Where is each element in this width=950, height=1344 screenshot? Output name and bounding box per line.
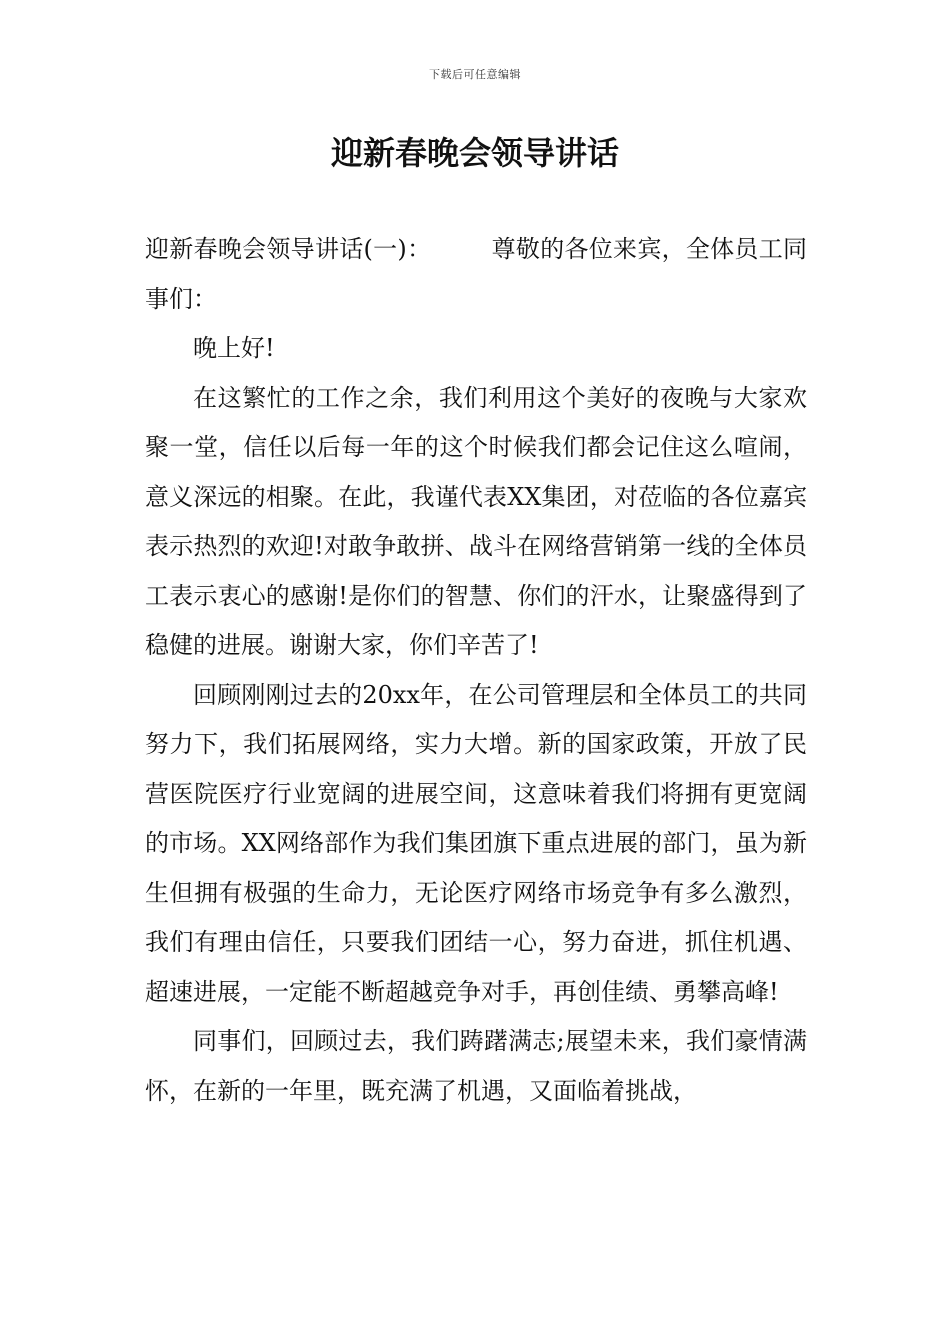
- paragraph-review: 回顾刚刚过去的20xx年，在公司管理层和全体员工的共同努力下，我们拓展网络，实力大增。新的国家政策，开放了民营医院医疗行业宽阔的进展空间，这意味着我们将拥有更宽阔的市场。XX网络部作为我们集团旗下重点进展的部门，虽为新生但拥有极强的生命力，无论医疗网络市场竞争有多么激烈，我们有理由信任，只要我们团结一心，努力奋进，抓住机遇、超速进展，一定能不断超越竞争对手，再创佳绩、勇攀高峰!: [145, 680, 807, 1006]
- paragraph-greeting: 晚上好!: [193, 334, 275, 362]
- intro-heading: 迎新春晚会领导讲话(一)：: [145, 235, 432, 263]
- intro-paragraph: [145, 225, 807, 324]
- header-note: 下载后可任意编辑: [429, 68, 521, 81]
- document-title: 迎新春晚会领导讲话: [330, 134, 619, 172]
- paragraph-welcome: 在这繁忙的工作之余，我们利用这个美好的夜晚与大家欢聚一堂，信任以后每一年的这个时候我们都会记住这么喧闹，意义深远的相聚。在此，我谨代表XX集团，对莅临的各位嘉宾表示热烈的欢迎!对敢争敢拼、战斗在网络营销第一线的全体员工表示衷心的感谢!是你们的智慧、你们的汗水，让聚盛得到了稳健的进展。谢谢大家，你们辛苦了!: [145, 383, 807, 659]
- intro-salutation: 尊敬的各位来宾，全体员工同事们：: [145, 235, 807, 313]
- paragraph-outlook: 同事们，回顾过去，我们踌躇满志;展望未来，我们豪情满怀，在新的一年里，既充满了机遇，又面临着挑战，: [145, 1027, 807, 1105]
- document-body: [145, 225, 807, 1116]
